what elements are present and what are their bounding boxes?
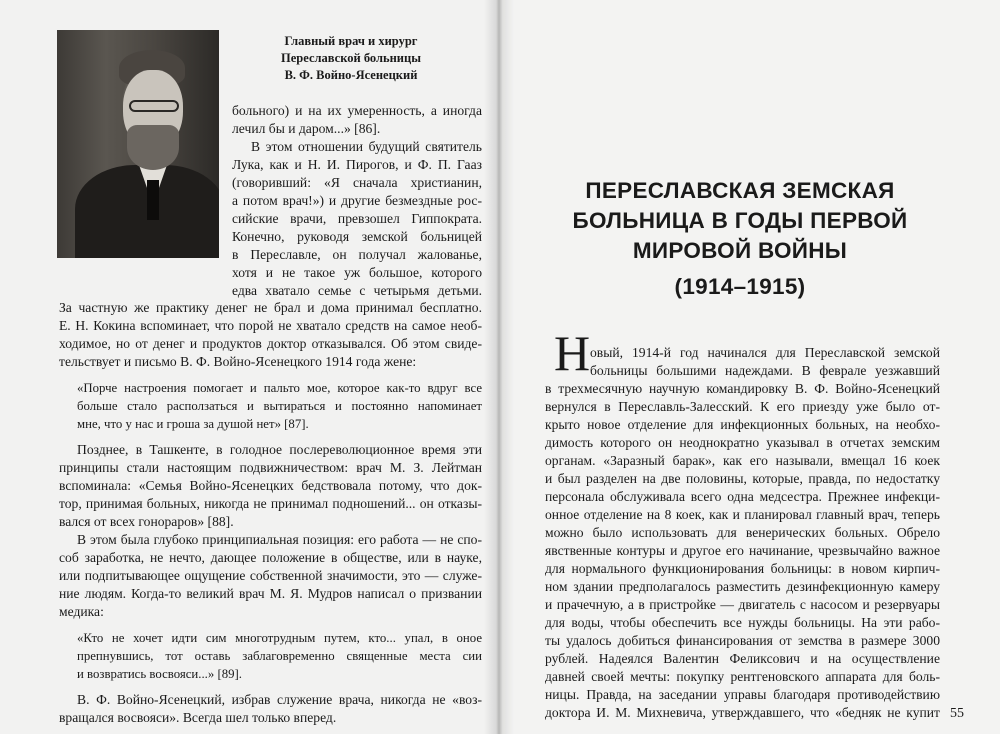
text-line: вался от всех гонораров» [88]. <box>59 514 234 529</box>
text-line: хотя и не такое уж большое, которого <box>232 265 482 280</box>
text-line: ты удалось добиться финансирования от земства в размере 3000 <box>545 633 940 648</box>
text-line: органам. «Заразный барак», как его называли, вмещал 16 коек <box>545 453 940 468</box>
text-line: явственные контуры и другое его начинание, чрезвычайно важное <box>545 543 940 558</box>
portrait-photo <box>57 30 219 258</box>
page-number: 55 <box>950 706 964 721</box>
text-line: Позднее, в Ташкенте, в голодное послереволюционное время эти <box>77 442 482 457</box>
text-line: соб заработка, не нечто, дающее положение в обществе, или в науке, <box>59 550 482 565</box>
text-line: Конечно, руководя земской больницей <box>232 229 482 244</box>
text-line: В этом была глубоко принципиальная позиция: его работа — не спо- <box>77 532 482 547</box>
text-line: а потом врач!») и другие безмездные рос- <box>232 193 482 208</box>
text-line: для нормального функционирования больницы: в новом кирпич- <box>545 561 940 576</box>
caption-line: Главный врач и хирург <box>284 34 418 48</box>
text-line: и возвратись восвояси...» [89]. <box>77 667 242 681</box>
text-line: онное отделение на 8 коек, как и планировал главный врач, теперь <box>545 507 940 522</box>
text-line: ном здании предполагалось разместить дезинфекционную камеру <box>545 579 940 594</box>
text-line: препнувшись, тот оставь заблаговременно священные места сии <box>77 649 482 663</box>
text-line: крыто новое отделение для инфекционных больных, на необхо- <box>545 417 940 432</box>
text-line: или подпитывающее ощущение собственной значимости, это — служе- <box>59 568 482 583</box>
text-line: в Переславле, он получал жалованье, <box>232 247 482 262</box>
text-line: ходимое, но от денег и продуктов доктор отказывался. Об этом свиде- <box>59 336 482 351</box>
text-line: сийские врачи, превзошел Гиппократа. <box>232 211 482 226</box>
chapter-title-line: МИРОВОЙ ВОЙНЫ <box>632 238 848 263</box>
chapter-title-years: (1914–1915) <box>674 274 806 299</box>
text-line: лечил бы и даром...» [86]. <box>232 121 381 136</box>
text-line: и был разделен на две половины, которые, правда, по недостатку <box>545 471 940 486</box>
caption-line: В. Ф. Войно-Ясенецкий <box>284 68 418 82</box>
text-line: вспоминала: «Семья Войно-Ясенецких бедствовала потому, что док- <box>59 478 482 493</box>
text-line: медика: <box>59 604 104 619</box>
text-line: больницы большими надеждами. В феврале уезжавший <box>590 363 940 378</box>
text-line: вернулся в Переславль-Залесский. К его приезду уже было от- <box>545 399 940 414</box>
text-line: давней своей мечты: покупку рентгеновского аппарата для боль- <box>545 669 940 684</box>
text-line: и прачечную, а в пристройке — двигатель с насосом и резервуары <box>545 597 940 612</box>
text-line: В этом отношении будущий святитель <box>251 139 482 154</box>
portrait-tie <box>147 180 159 220</box>
text-line: можно было использовать для венерических больных. Обрело <box>545 525 940 540</box>
text-line: За частную же практику денег не брал и дома принимал бесплатно. <box>59 300 482 315</box>
text-line: персонала обслуживала всего одна медсестра. Прежнее инфекци- <box>545 489 940 504</box>
text-line: доктора И. М. Михневича, утверждавшего, что «бедняк не купит <box>545 705 940 720</box>
text-line: Лука, как и Н. И. Пирогов, и Ф. П. Гааз <box>232 157 482 172</box>
chapter-title <box>530 176 950 302</box>
portrait-glasses <box>129 100 179 112</box>
text-line: тельствует и письмо В. Ф. Войно-Ясенецкого 1914 года жене: <box>59 354 417 369</box>
text-line: (говоривший: «Я сначала христианин, <box>232 175 482 190</box>
photo-caption <box>228 33 474 84</box>
text-line: ние людям. Когда-то великий врач М. Я. Мудров написал о призвании <box>59 586 482 601</box>
text-line: вращался восвояси». Всегда шел только вперед. <box>59 710 337 725</box>
text-line: тор, принимая больных, никогда не принимал подношений... он отказы- <box>59 496 482 511</box>
text-line: принципы стали настоящим подвижничеством: врач М. З. Лейтман <box>59 460 482 475</box>
text-line: «Кто не хочет идти сим многотрудным путем, кто... упал, в оное <box>77 631 482 645</box>
text-line: димость которого он неоднократно указывал в отчетах земским <box>545 435 940 450</box>
text-line: овый, 1914-й год начинался для Переславской земской <box>590 345 940 360</box>
text-line: в трехмесячную научную командировку В. Ф. Войно-Ясенецкий <box>545 381 940 396</box>
text-line: Е. Н. Кокина вспоминает, что порой не хватало средств на самое необ- <box>59 318 482 333</box>
text-line: больше стало расползаться и вытираться и постоянно напоминает <box>77 399 482 413</box>
text-line: для воды, чтобы обеспечить все нужды больницы. На эти рабо- <box>545 615 940 630</box>
text-line: В. Ф. Войно-Ясенецкий, избрав служение врача, никогда не «воз- <box>77 692 482 707</box>
text-line: больного) и на их умеренность, а иногда <box>232 103 482 118</box>
text-line: «Порче настроения помогает и пальто мое, которое как-то вдруг все <box>77 381 482 395</box>
chapter-title-line: БОЛЬНИЦА В ГОДЫ ПЕРВОЙ <box>572 208 908 233</box>
text-line: рублей. Надеялся Валентин Феликсович и на осуществление <box>545 651 940 666</box>
text-line: ницы. Правда, на заседании управы благодаря противодействию <box>545 687 940 702</box>
portrait-beard <box>127 125 179 170</box>
drop-cap: Н <box>554 325 591 381</box>
chapter-title-line: ПЕРЕСЛАВСКАЯ ЗЕМСКАЯ <box>585 178 895 203</box>
caption-line: Переславской больницы <box>281 51 421 65</box>
text-line: мне, что у нас и гроша за душой нет» [87]. <box>77 417 309 431</box>
text-line: едва хватало семье с четырьмя детьми. <box>232 283 482 298</box>
